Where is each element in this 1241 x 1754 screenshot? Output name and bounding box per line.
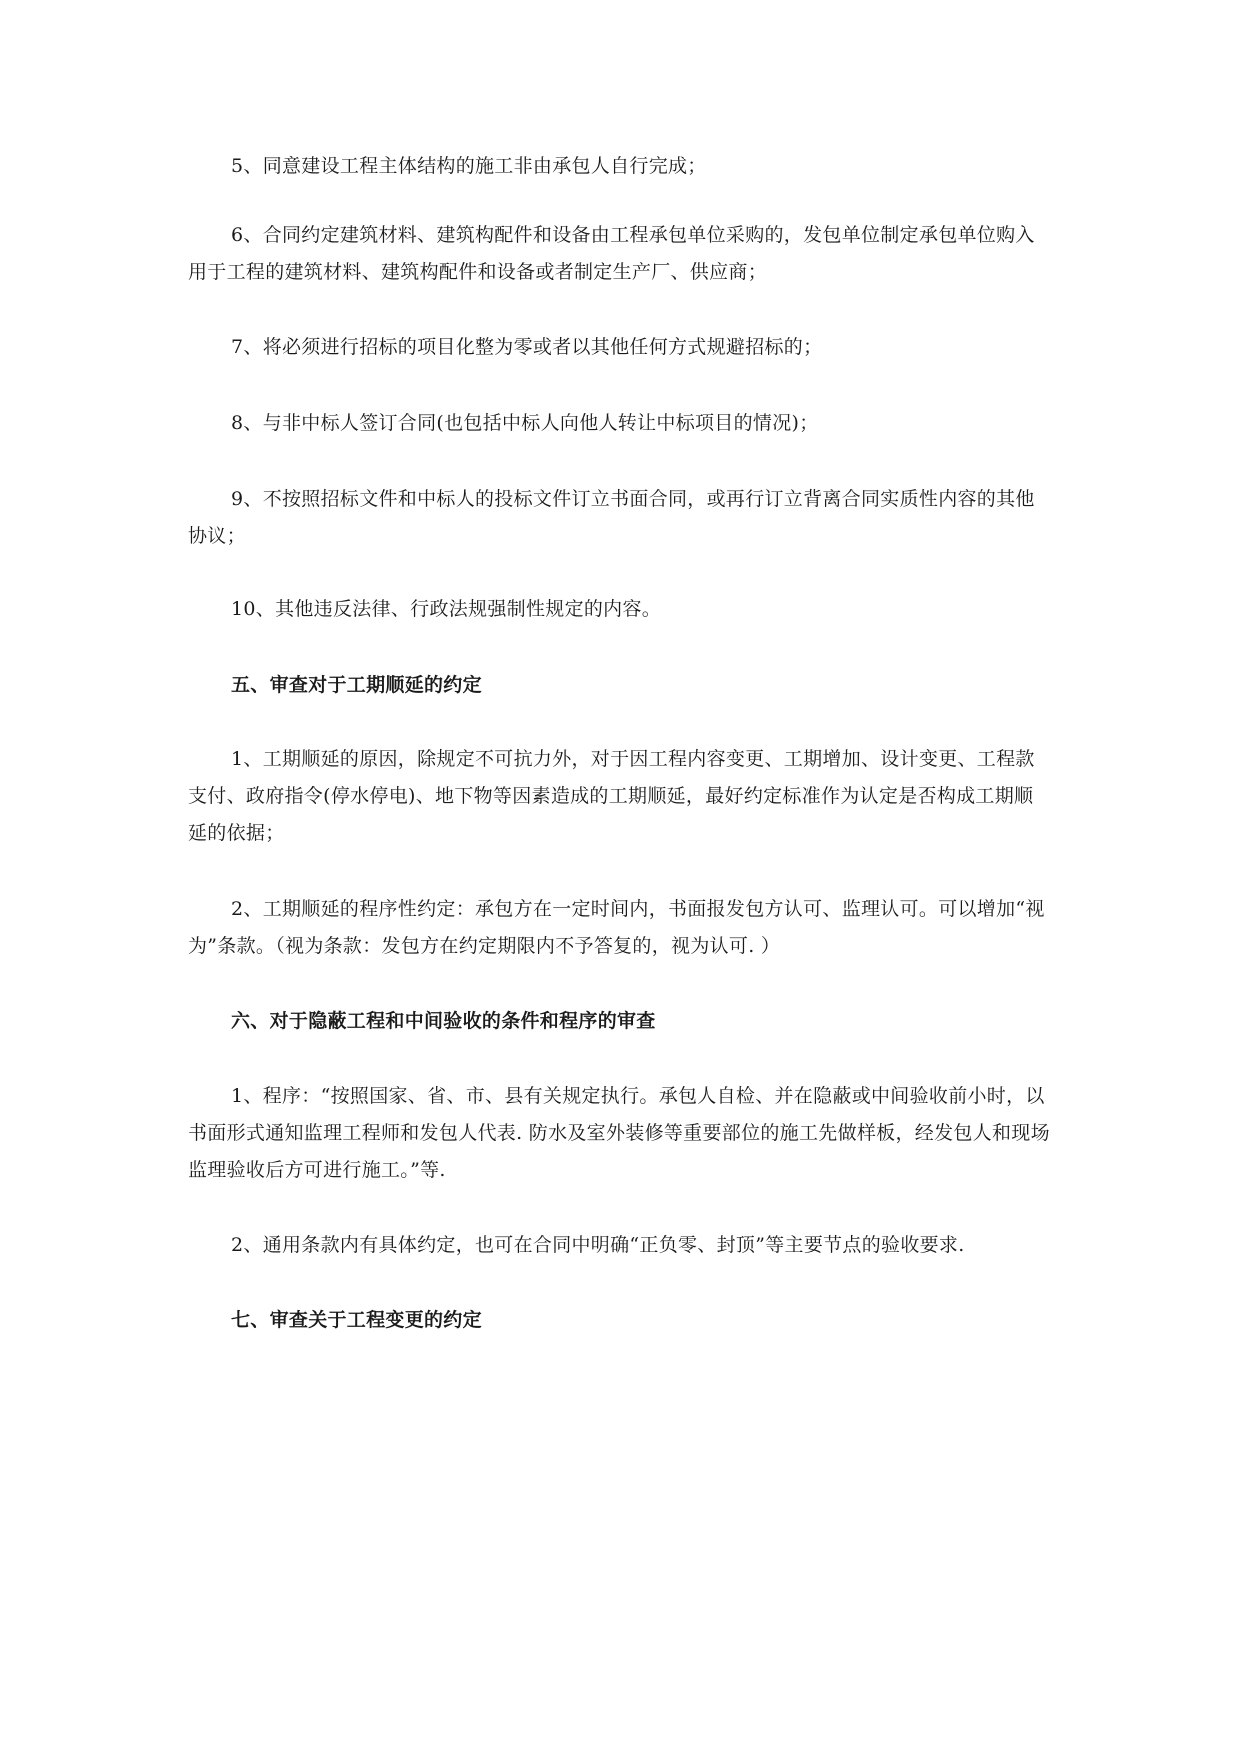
section-5-item-1: 1、工期顺延的原因，除规定不可抗力外，对于因工程内容变更、工期增加、设计变更、工程款支付、政府指令(停水停电)、地下物等因素造成的工期顺延，最好约定标准作为认定是否构成工期顺延的依据；	[188, 748, 1035, 844]
section-heading-6: 六、对于隐蔽工程和中间验收的条件和程序的审查	[231, 1010, 656, 1032]
clause-9: 9、不按照招标文件和中标人的投标文件订立书面合同，或再行订立背离合同实质性内容的其他协议；	[188, 488, 1035, 547]
section-6-item-1: 1、程序：“按照国家、省、市、县有关规定执行。承包人自检、并在隐蔽或中间验收前小时，以书面形式通知监理工程师和发包人代表. 防水及室外装修等重要部位的施工先做样板，经发包人和现场监理验收后方可进行施工。”等.	[188, 1085, 1050, 1181]
clause-7: 7、将必须进行招标的项目化整为零或者以其他任何方式规避招标的；	[231, 336, 823, 358]
section-heading-5: 五、审查对于工期顺延的约定	[231, 674, 482, 696]
section-5-item-2: 2、工期顺延的程序性约定：承包方在一定时间内，书面报发包方认可、监理认可。可以增加“视为”条款。（视为条款：发包方在约定期限内不予答复的，视为认可. ）	[188, 898, 1045, 957]
section-heading-7: 七、审查关于工程变更的约定	[231, 1309, 482, 1331]
clause-8: 8、与非中标人签订合同(也包括中标人向他人转让中标项目的情况)；	[231, 412, 819, 434]
clause-6: 6、合同约定建筑材料、建筑构配件和设备由工程承包单位采购的，发包单位制定承包单位购入用于工程的建筑材料、建筑构配件和设备或者制定生产厂、供应商；	[188, 224, 1035, 283]
section-6-item-2: 2、通用条款内有具体约定，也可在合同中明确“正负零、封顶”等主要节点的验收要求.	[231, 1234, 965, 1256]
clause-10: 10、其他违反法律、行政法规强制性规定的内容。	[231, 598, 662, 620]
clause-5: 5、同意建设工程主体结构的施工非由承包人自行完成；	[231, 155, 707, 177]
